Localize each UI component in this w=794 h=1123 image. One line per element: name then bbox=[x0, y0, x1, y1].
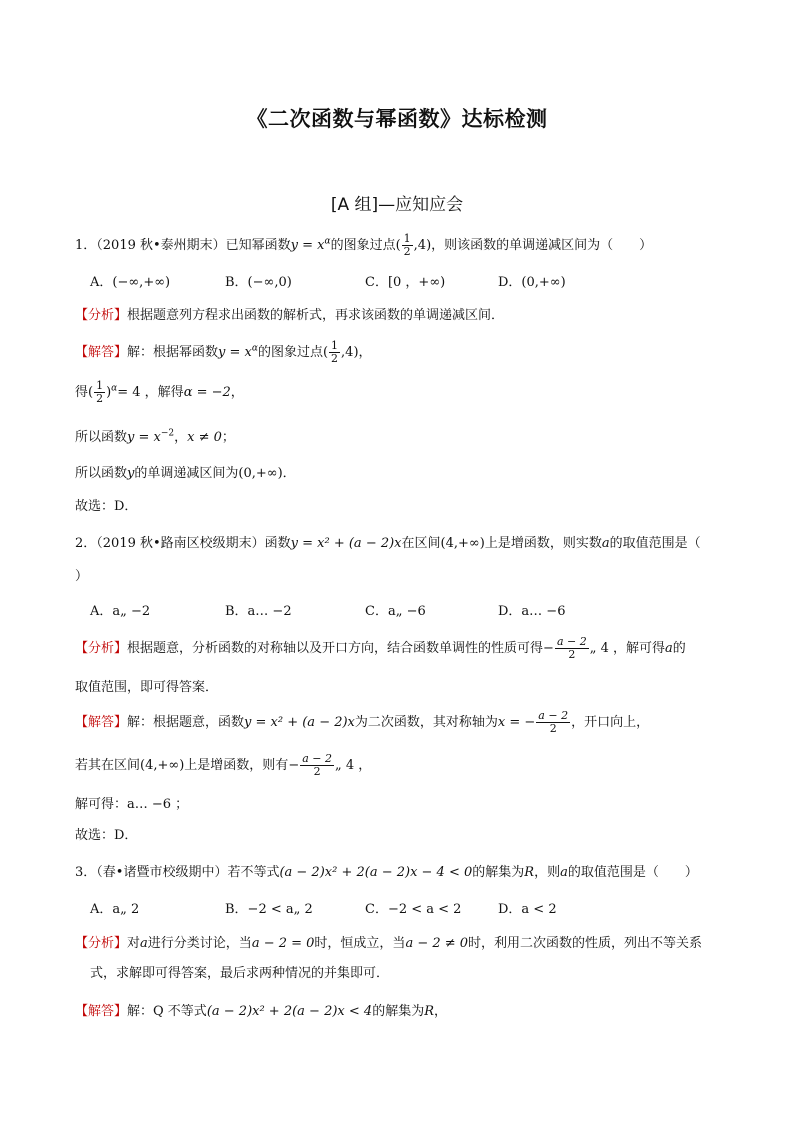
answer-tag: 【解答】 bbox=[75, 1004, 128, 1019]
q2-answer: 【解答】解：根据题意，函数y = x² + (a − 2)x为二次函数，其对称轴为x = − $\frac{a - 2}{2}$ ，开口向上， bbox=[75, 709, 650, 735]
fraction-a-minus-2-over-2: $\frac{a - 2}{2}$ bbox=[302, 752, 332, 778]
q2-option-b: B．a… −2 bbox=[225, 604, 292, 619]
fraction-a-minus-2-over-2: $\frac{a - 2}{2}$ bbox=[538, 709, 569, 735]
q1-option-c: C．[0 ，+∞) bbox=[365, 275, 446, 290]
q2-step1: 若其在区间(4,+∞)上是增函数，则有− $\frac{a - 2}{2}$ „ 4 ， bbox=[75, 752, 372, 778]
q3-analysis-cont: 式，求解即可得答案，最后求两种情况的并集即可． bbox=[90, 966, 390, 981]
q3-option-a: A．a„ 2 bbox=[90, 902, 140, 917]
q1-analysis: 【分析】根据题意列方程求出函数的解析式，再求该函数的单调递减区间． bbox=[75, 308, 505, 323]
q3-option-d: D．a < 2 bbox=[498, 902, 557, 917]
fraction-a-minus-2-over-2: $\frac{a - 2}{2}$ bbox=[556, 635, 587, 661]
q2-stem-close: ） bbox=[75, 569, 89, 584]
q2-option-c: C．a„ −6 bbox=[365, 604, 426, 619]
answer-tag: 【解答】 bbox=[75, 715, 128, 730]
group-heading: [A 组]—应知应会 bbox=[330, 195, 464, 215]
q1-stem: 1．（2019 秋•泰州期末）已知幂函数$y = x^\alpha$的图象过点( $\frac{1}{2}$ ,4)，则该函数的单调递减区间为（ ） bbox=[75, 232, 653, 258]
q2-option-d: D．a… −6 bbox=[498, 604, 566, 619]
q3-analysis: 【分析】对a进行分类讨论，当a − 2 = 0时，恒成立，当a − 2 ≠ 0时，利用二次函数的性质，列出不等关系 bbox=[75, 936, 703, 951]
page-title: 《二次函数与幂函数》达标检测 bbox=[246, 107, 548, 131]
q1-choice: 故选：D． bbox=[75, 499, 138, 514]
q3-stem: 3．（春•诸暨市校级期中）若不等式(a − 2)x² + 2(a − 2)x − 4 < 0的解集为R，则a的取值范围是（ ） bbox=[75, 865, 698, 880]
q2-stem: 2．（2019 秋•路南区校级期末）函数y = x² + (a − 2)x在区间(4,+∞)上是增函数，则实数a的取值范围是（ bbox=[75, 536, 701, 551]
q1-step3: 所以函数y的单调递减区间为(0,+∞)． bbox=[75, 466, 296, 481]
fraction-half: $\frac{1}{2}$ bbox=[331, 339, 339, 365]
q1-step1: 得( $\frac{1}{2}$ )$^\alpha$= 4 ，解得α = −2， bbox=[75, 379, 244, 405]
analysis-tag: 【分析】 bbox=[75, 308, 128, 323]
q2-choice: 故选：D． bbox=[75, 828, 138, 843]
q3-option-b: B．−2 < a„ 2 bbox=[225, 902, 313, 917]
q2-option-a: A．a„ −2 bbox=[90, 604, 151, 619]
analysis-tag: 【分析】 bbox=[75, 936, 128, 951]
q1-option-d: D．(0,+∞) bbox=[498, 275, 566, 290]
q3-option-c: C．−2 < a < 2 bbox=[365, 902, 462, 917]
q1-answer: 【解答】解：根据幂函数$y = x^\alpha$的图象过点( $\frac{1}{2}$ ,4)， bbox=[75, 339, 372, 365]
q2-analysis: 【分析】根据题意，分析函数的对称轴以及开口方向，结合函数单调性的性质可得− $\frac{a - 2}{2}$ „ 4 ，解可得a的 bbox=[75, 635, 686, 661]
q1-option-b: B．(−∞,0) bbox=[225, 275, 292, 290]
q1-option-a: A．(−∞,+∞) bbox=[90, 275, 171, 290]
analysis-tag: 【分析】 bbox=[75, 641, 128, 656]
q1-step2: 所以函数$y = x^{-2}$，x ≠ 0； bbox=[75, 428, 235, 445]
answer-tag: 【解答】 bbox=[75, 345, 128, 360]
q2-analysis-cont: 取值范围，即可得答案． bbox=[75, 680, 219, 695]
q2-step2: 解可得：a… −6 ； bbox=[75, 797, 189, 812]
fraction-half: $\frac{1}{2}$ bbox=[403, 232, 411, 258]
q3-answer: 【解答】解：Q 不等式(a − 2)x² + 2(a − 2)x < 4的解集为R， bbox=[75, 1004, 448, 1019]
fraction-half: $\frac{1}{2}$ bbox=[96, 379, 104, 405]
